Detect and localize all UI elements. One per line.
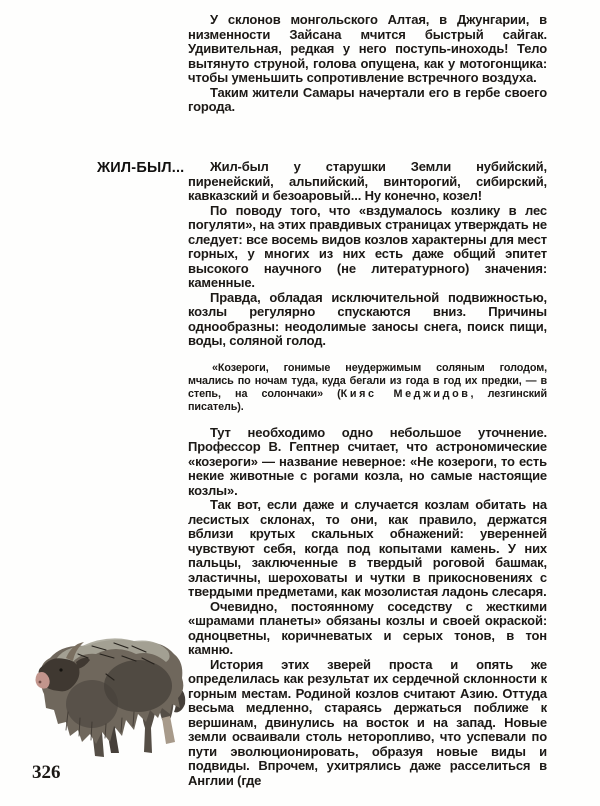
quote-text: , лезгинский писатель). [188, 388, 548, 414]
quote-author: Кияс Меджидов [340, 388, 471, 401]
paragraph: Таким жители Самары начертали его в гербе своего города. [188, 84, 547, 114]
paragraph: У склонов монгольского Алтая, в Джунгарии, в низменности Зайсана мчится быстрый сайгак. Удивительная, редкая у него поступь-иноходь! Тело вытянуто струной, голова опущена, как у мотогонщика: чтобы уменьшить сопротивление встречного воздуха. [188, 12, 547, 85]
paragraph: История этих зверей проста и опять же определилась как результат их сердечной склонности к горным местам. Родиной козлов считают Азию. Оттуда весьма медленно, стараясь держаться поближе к вершинам, двинулись на восток и на запад. Новые земли осваивали столь неторопливо, что успевали по пути эволюционировать, образуя новые виды и подвиды. Впрочем, ухитрялись даже расселиться в Англии (где [188, 656, 547, 788]
block-quote [188, 362, 547, 415]
goat-rear-hoof-far [162, 716, 175, 744]
paragraph: По поводу того, что «вздумалось козлику в лес погуляти», на этих правдивых страницах утверждать не следует: все восемь видов козлов характерны для мест горных, у многих из них есть даже общий эпитет высокого научного (не литературного) значения: каменные. [188, 202, 547, 290]
goat-illustration [34, 634, 188, 760]
section-heading: ЖИЛ-БЫЛ... [97, 160, 185, 176]
paragraph: Тут необходимо одно небольшое уточнение. Профессор В. Гептнер считает, что астрономические «козероги» — название неверное: «Не козероги, то есть некие животные с рогами козла, но самые настоящие козлы». [188, 424, 547, 498]
paragraph: Очевидно, постоянному соседству с жесткими «шрамами планеты» обязаны козлы и своей окраской: одноцветны, коричневатых и серых тонов, в тон камню. [188, 598, 547, 658]
intro-text-block [188, 13, 547, 115]
goat-belly-shade [66, 680, 118, 728]
paragraph: Так вот, если даже и случается козлам обитать на лесистых склонах, то они, как правило, держатся вблизи крутых скальных обнажений: уверенней чувствуют себя, когда под копытами камень. У них пальцы, заключенные в твердый роговой башмак, эластичны, шероховаты и чутки в прикосновениях с твердыми предметами, как мозолистая ладонь слесаря. [188, 497, 547, 600]
goat-eye [59, 668, 62, 671]
paragraph: Правда, обладая исключительной подвижностью, козлы регулярно спускаются вниз. Причины однообразны: неодолимые заносы снега, поиск пищи, воды, соляной голод. [188, 289, 547, 348]
quote-text: «Козероги, гонимые неудержимым соляным голодом, мчались по ночам туда, куда бегали из года в год их предки, — в степь, на солончаки» ( [188, 361, 547, 401]
goat-nostril [39, 681, 42, 684]
paragraph: Жил-был у старушки Земли нубийский, пиренейский, альпийский, винторогий, сибирский, кавказский и безоаровый... Ну конечно, козел! [188, 159, 547, 203]
section-text-block [188, 160, 547, 788]
page-number: 326 [32, 762, 61, 783]
